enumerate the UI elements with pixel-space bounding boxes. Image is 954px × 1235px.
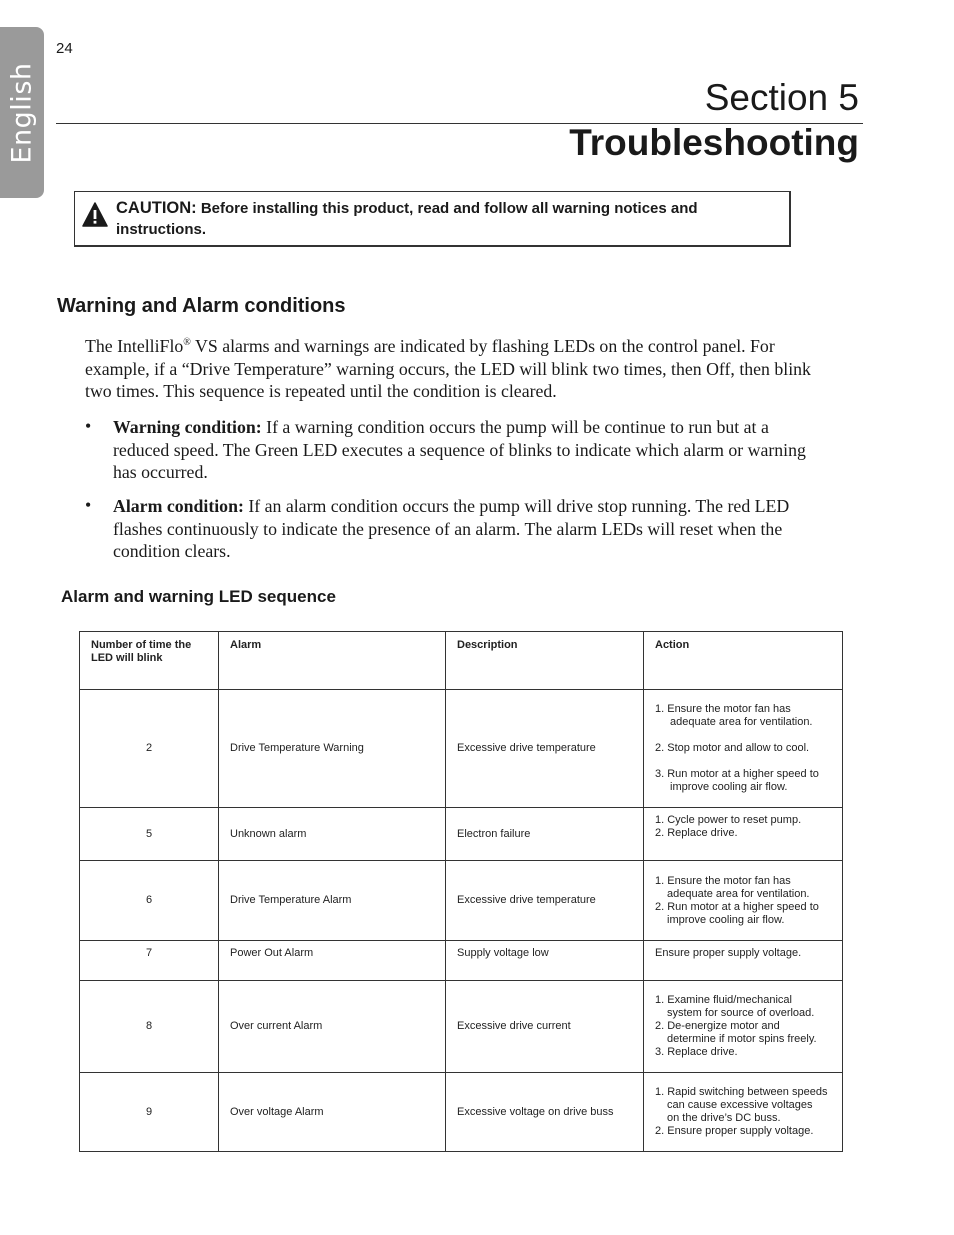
cell-action <box>644 808 843 861</box>
intro-paragraph <box>85 335 825 403</box>
action-line: improve cooling air flow. <box>670 781 788 793</box>
cell-description: Excessive drive temperature <box>446 690 644 808</box>
cell-action <box>644 861 843 941</box>
section-label: Section 5 <box>704 77 859 118</box>
registered-mark: ® <box>183 337 191 349</box>
cell-number: 7 <box>80 941 219 981</box>
action-line: system for source of overload. <box>667 1007 815 1019</box>
cell-number: 9 <box>80 1073 219 1152</box>
header-alarm: Alarm <box>219 632 446 690</box>
cell-description: Excessive drive temperature <box>446 861 644 941</box>
cell-number: 5 <box>80 808 219 861</box>
action-line: 2. Replace drive. <box>655 827 738 839</box>
cell-alarm: Drive Temperature Warning <box>219 690 446 808</box>
header-action: Action <box>644 632 843 690</box>
cell-number: 8 <box>80 981 219 1073</box>
caution-box <box>74 191 791 247</box>
cell-number: 2 <box>80 690 219 808</box>
language-tab-label: English <box>6 62 38 163</box>
cell-alarm: Over voltage Alarm <box>219 1073 446 1152</box>
action-line: 1. Rapid switching between speeds <box>655 1086 828 1098</box>
bullet-dot: • <box>85 416 92 436</box>
cell-alarm: Unknown alarm <box>219 808 446 861</box>
bullet-label: Alarm condition: <box>113 496 244 516</box>
header-description: Description <box>446 632 644 690</box>
action-line: 2. Stop motor and allow to cool. <box>655 742 810 754</box>
page-number: 24 <box>56 40 73 57</box>
table-row <box>80 981 843 1073</box>
section-title: Troubleshooting <box>569 122 859 163</box>
action-line: 2. De-energize motor and <box>655 1020 780 1032</box>
table-row <box>80 861 843 941</box>
cell-alarm: Drive Temperature Alarm <box>219 861 446 941</box>
cell-description: Excessive drive current <box>446 981 644 1073</box>
action-line: 1. Cycle power to reset pump. <box>655 814 802 826</box>
action-line: 3. Run motor at a higher speed to <box>655 768 819 780</box>
action-line: determine if motor spins freely. <box>667 1033 817 1045</box>
section-heading: Warning and Alarm conditions <box>57 295 346 317</box>
action-line: Ensure proper supply voltage. <box>655 947 802 959</box>
table-row <box>80 690 843 808</box>
table-header-row <box>80 632 843 690</box>
table-row <box>80 808 843 861</box>
cell-description: Excessive voltage on drive buss <box>446 1073 644 1152</box>
cell-number: 6 <box>80 861 219 941</box>
cell-action <box>644 981 843 1073</box>
cell-action <box>644 1073 843 1152</box>
action-line: 1. Ensure the motor fan has <box>655 874 791 887</box>
action-line: improve cooling air flow. <box>667 913 785 926</box>
language-tab <box>0 27 44 198</box>
cell-action <box>644 941 843 981</box>
action-line: 3. Replace drive. <box>655 1046 738 1058</box>
cell-description: Electron failure <box>446 808 644 861</box>
action-line: 2. Ensure proper supply voltage. <box>655 1125 814 1137</box>
led-sequence-table <box>79 631 843 1152</box>
cell-description: Supply voltage low <box>446 941 644 981</box>
table-row <box>80 1073 843 1152</box>
bullet-label: Warning condition: <box>113 417 262 437</box>
action-line: on the drive’s DC buss. <box>667 1112 781 1124</box>
action-line: 1. Ensure the motor fan has <box>655 703 791 715</box>
caution-label: CAUTION: <box>116 199 197 217</box>
cell-alarm: Power Out Alarm <box>219 941 446 981</box>
cell-action <box>644 690 843 808</box>
bullet-text: If a warning condition occurs the pump will be continue to run but at a reduced speed. The Green LED executes a sequence of blinks to indicate which alarm or warning has occurred. <box>113 417 806 483</box>
caution-message: Before installing this product, read and follow all warning notices and instructions. <box>116 200 698 238</box>
action-line: can cause excessive voltages <box>667 1099 813 1111</box>
bullet-alarm-condition <box>113 495 825 563</box>
action-line: 2. Run motor at a higher speed to <box>655 900 819 913</box>
caution-text <box>116 198 786 240</box>
cell-alarm: Over current Alarm <box>219 981 446 1073</box>
intro-text-b: VS alarms and warnings are indicated by flashing LEDs on the control panel. For example, if a “Drive Temperature” warning occurs, the LED will blink two times, then Off, then blink two times. This sequence is repeated until the condition is cleared. <box>85 336 811 402</box>
intro-text-a: The IntelliFlo <box>85 336 184 356</box>
action-line: adequate area for ventilation. <box>670 716 813 728</box>
action-line: 1. Examine fluid/mechanical <box>655 994 792 1006</box>
header-number: Number of time the LED will blink <box>80 632 219 690</box>
table-title: Alarm and warning LED sequence <box>61 587 336 606</box>
bullet-dot: • <box>85 495 92 515</box>
bullet-warning-condition <box>113 416 825 484</box>
warning-triangle-icon <box>82 202 108 228</box>
bullet-text: If an alarm condition occurs the pump will drive stop running. The red LED flashes continuously to indicate the presence of an alarm. The alarm LEDs will reset when the condition clears. <box>113 496 790 562</box>
table-row <box>80 941 843 981</box>
action-line: adequate area for ventilation. <box>667 887 810 900</box>
